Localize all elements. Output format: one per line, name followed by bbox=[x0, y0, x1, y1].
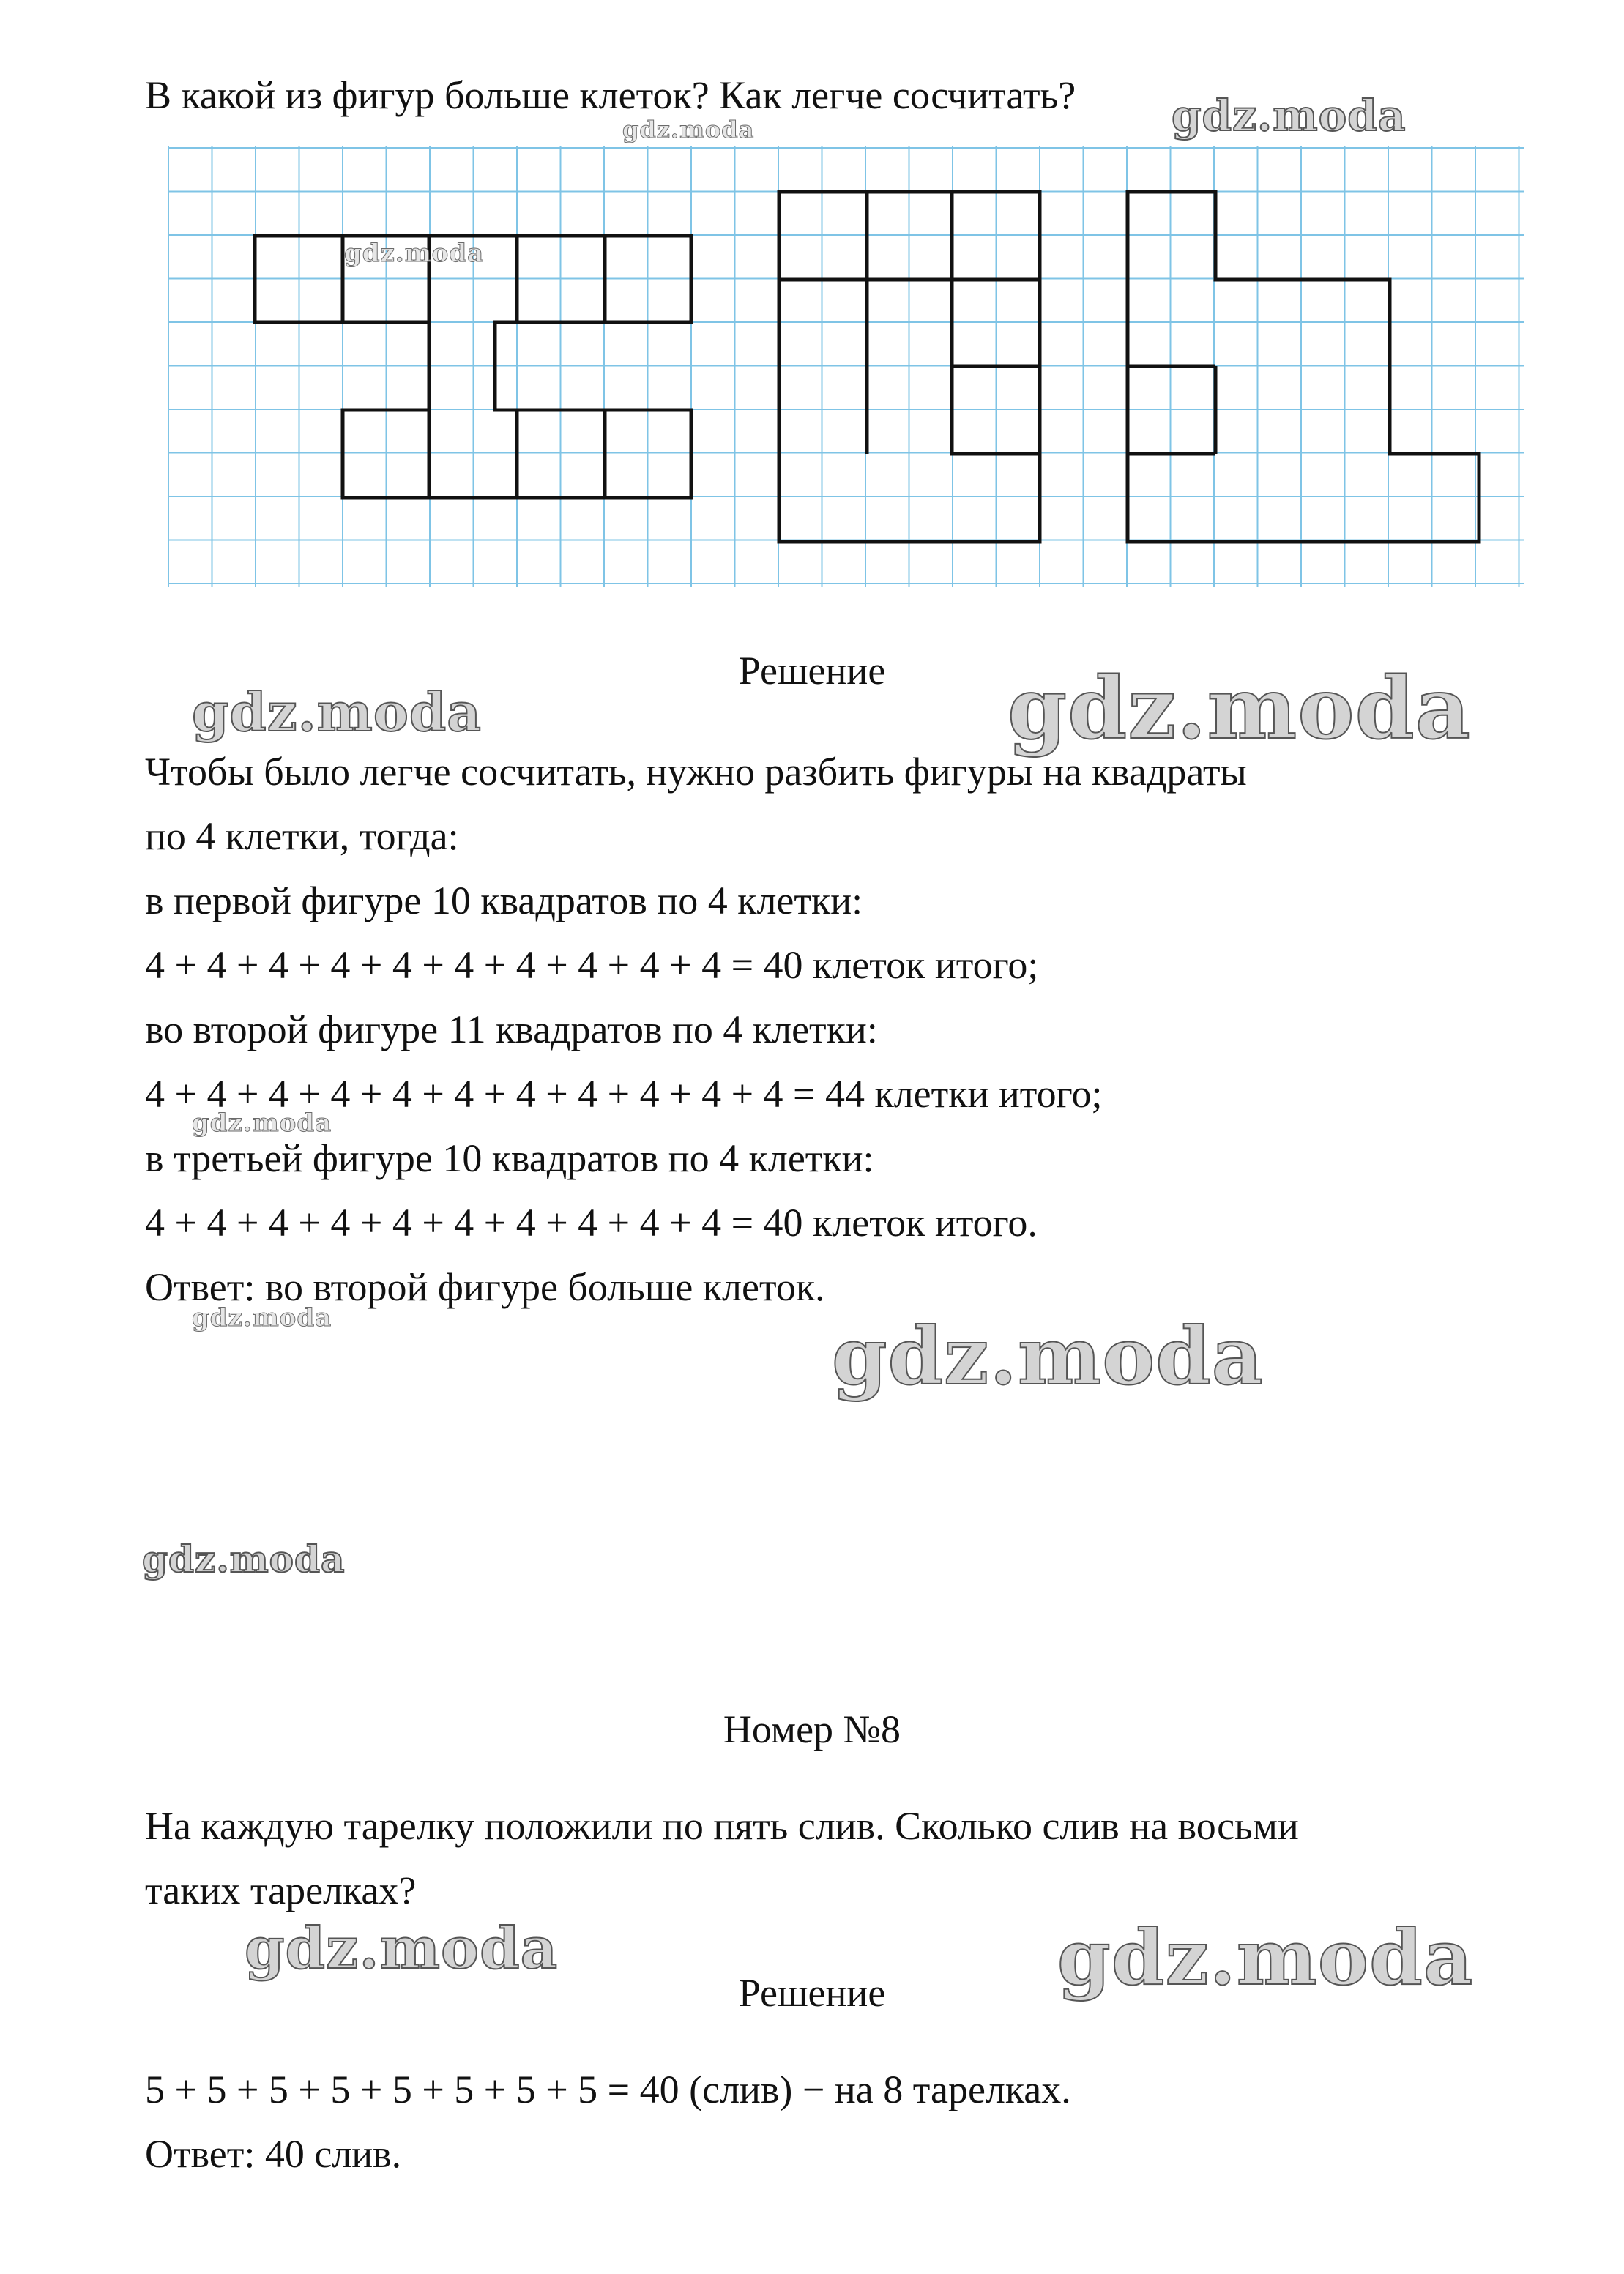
task7-line-5: во второй фигуре 11 квадратов по 4 клетки: bbox=[145, 1007, 878, 1051]
task7-line-7: в третьей фигуре 10 квадратов по 4 клетки: bbox=[145, 1136, 874, 1180]
figure-3 bbox=[1128, 192, 1479, 542]
watermark-logo: gdz.moda bbox=[344, 239, 485, 268]
task8-solution-heading: Решение bbox=[738, 1971, 886, 2015]
task7-line-8: 4 + 4 + 4 + 4 + 4 + 4 + 4 + 4 + 4 + 4 = 40 клеток итого. bbox=[145, 1201, 1038, 1245]
task7-answer: Ответ: во второй фигуре больше клеток. bbox=[145, 1265, 825, 1309]
watermark-logo: gdz.moda bbox=[192, 681, 482, 743]
task8-answer: Ответ: 40 слив. bbox=[145, 2132, 402, 2176]
watermark-logo: gdz.moda bbox=[1172, 91, 1407, 141]
watermark-logo: gdz.moda bbox=[622, 116, 755, 143]
cell-grid-figure bbox=[168, 146, 1524, 587]
task7-line-1: Чтобы было легче сосчитать, нужно разбить фигуры на квадраты bbox=[145, 750, 1247, 794]
watermark-logo: gdz.moda bbox=[832, 1311, 1264, 1403]
task8-number-title: Номер №8 bbox=[723, 1707, 901, 1751]
watermark-logo: gdz.moda bbox=[192, 1303, 332, 1332]
task7-line-3: в первой фигуре 10 квадратов по 4 клетки: bbox=[145, 879, 863, 922]
task7-line-2: по 4 клетки, тогда: bbox=[145, 814, 459, 858]
watermark-logo: gdz.moda bbox=[142, 1537, 346, 1581]
watermark-logo: gdz.moda bbox=[1007, 659, 1471, 758]
watermark-logo: gdz.moda bbox=[245, 1915, 559, 1982]
task8-line-1: 5 + 5 + 5 + 5 + 5 + 5 + 5 + 5 = 40 (слив) − на 8 тарелках. bbox=[145, 2068, 1071, 2111]
task8-question-line-1: На каждую тарелку положили по пять слив. Сколько слив на восьми bbox=[145, 1804, 1299, 1848]
task8-question-line-2: таких тарелках? bbox=[145, 1868, 417, 1912]
grid-lines bbox=[168, 146, 1524, 587]
task7-solution-heading: Решение bbox=[738, 649, 886, 693]
task7-line-6: 4 + 4 + 4 + 4 + 4 + 4 + 4 + 4 + 4 + 4 + 4 = 44 клетки итого; bbox=[145, 1072, 1103, 1116]
task7-question: В какой из фигур больше клеток? Как легче сосчитать? bbox=[145, 73, 1076, 117]
task7-line-4: 4 + 4 + 4 + 4 + 4 + 4 + 4 + 4 + 4 + 4 = 40 клеток итого; bbox=[145, 943, 1039, 987]
watermark-logo: gdz.moda bbox=[1057, 1912, 1474, 2002]
watermark-logo: gdz.moda bbox=[192, 1108, 332, 1138]
